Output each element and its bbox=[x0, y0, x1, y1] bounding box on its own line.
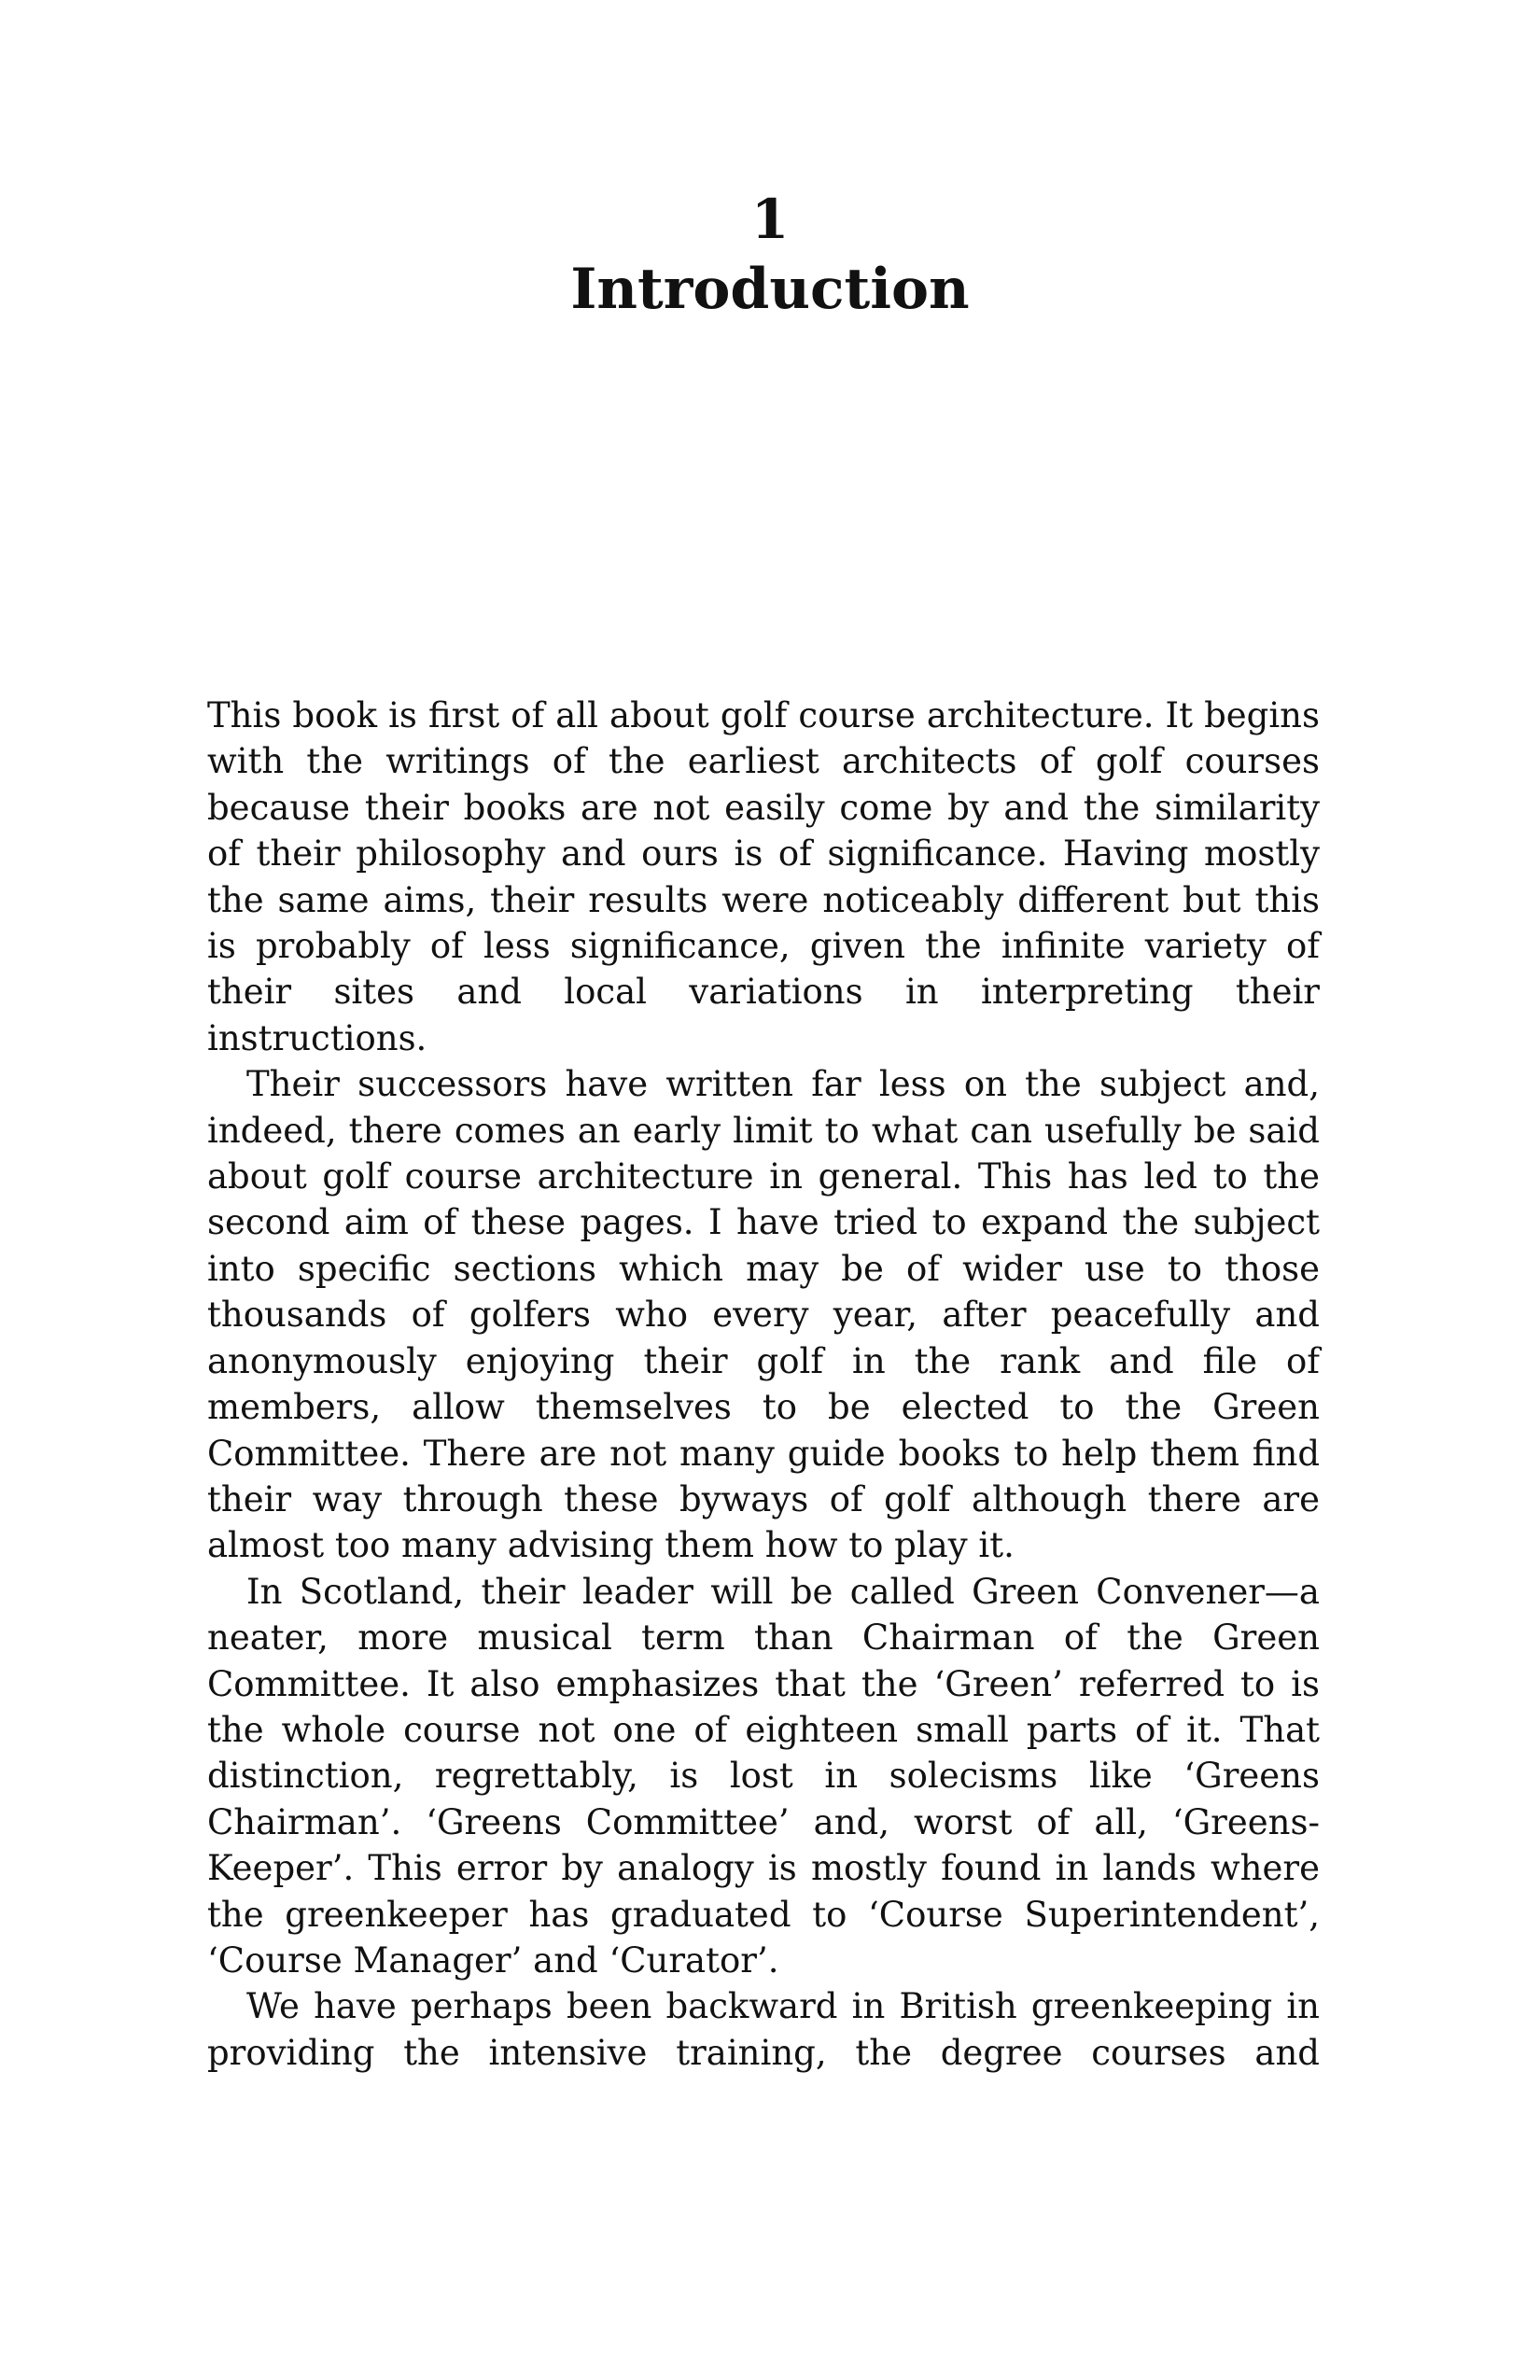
paragraph-2: Their successors have written far less on the subject and, indeed, there comes an early limit to what can usefully be said about golf course architecture in general. This has led to the second aim of these pages. I have tried to expand the subject into specific sections which may be of wider use to those thousands of golfers who every year, after peacefully and anonymously enjoying their golf in the rank and file of members, allow themselves to be elected to the Green Committee. There are not many guide books to help them find their way through these byways of golf although there are almost too many advising them how to play it. bbox=[207, 1064, 1320, 1566]
body-text bbox=[207, 693, 1320, 2076]
paragraph-1: This book is first of all about golf course architecture. It begins with the writings of the earliest architects of golf courses because their books are not easily come by and the similarity of their philosophy and ours is of significance. Having mostly the same aims, their results were noticeably different but this is probably of less significance, given the infinite variety of their sites and local variations in interpreting their instructions. bbox=[207, 695, 1320, 1058]
paragraph-3: In Scotland, their leader will be called Green Convener—a neater, more musical term than Chairman of the Green Committee. It also emphasizes that the ‘Green’ referred to is the whole course not one of eighteen small parts of it. That distinction, regrettably, is lost in solecisms like ‘Greens Chairman’. ‘Greens Committee’ and, worst of all, ‘Greens-Keeper’. This error by analogy is mostly found in lands where the greenkeeper has graduated to ‘Course Superintendent’, ‘Course Manager’ and ‘Curator’. bbox=[207, 1571, 1320, 1981]
paragraph-4: We have perhaps been backward in British greenkeeping in providing the intensive training, the degree courses and bbox=[207, 1986, 1320, 2073]
chapter-number: 1 bbox=[750, 188, 790, 251]
chapter-title: Introduction bbox=[570, 257, 970, 322]
